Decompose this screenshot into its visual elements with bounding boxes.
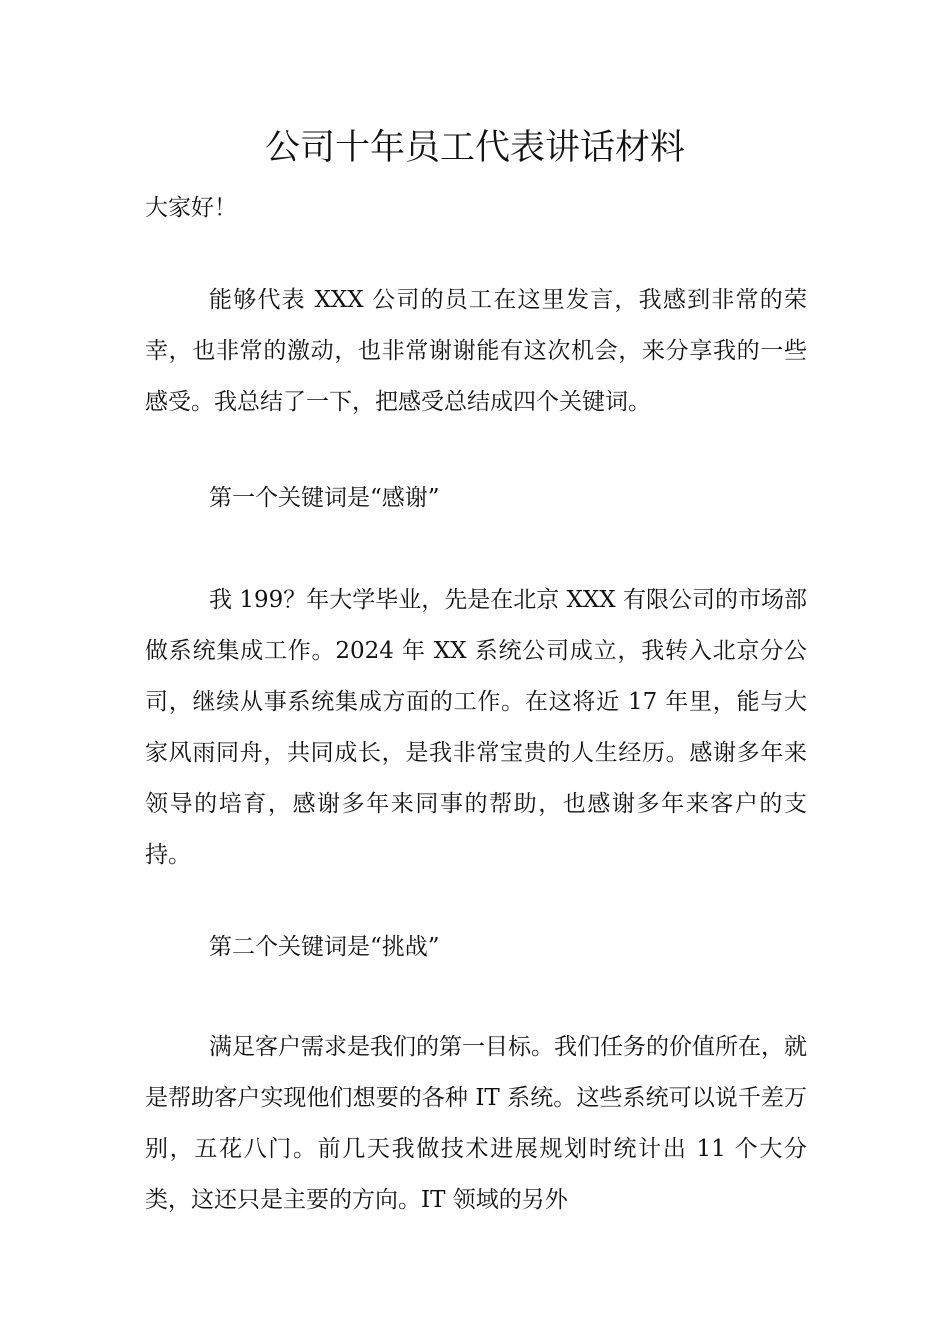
greeting: 大家好！ — [145, 195, 237, 221]
keyword-heading-2: 第二个关键词是“挑战” — [209, 934, 440, 960]
paragraph-thanks: 我 199？年大学毕业，先是在北京 XXX 有限公司的市场部做系统集成工作。2024 年 XX 系统公司成立，我转入北京分公司，继续从事系统集成方面的工作。在这将近 17 年里，能与大家风雨同舟，共同成长，是我非常宝贵的人生经历。感谢多年来领导的培育，感谢多年来同事的帮助，也感谢多年来客户的支持。 — [145, 587, 807, 868]
paragraph-intro: 能够代表 XXX 公司的员工在这里发言，我感到非常的荣幸，也非常的激动，也非常谢谢能有这次机会，来分享我的一些感受。我总结了一下，把感受总结成四个关键词。 — [145, 287, 807, 415]
document-title: 公司十年员工代表讲话材料 — [264, 128, 685, 168]
paragraph-challenge: 满足客户需求是我们的第一目标。我们任务的价值所在，就是帮助客户实现他们想要的各种 IT 系统。这些系统可以说千差万别，五花八门。前几天我做技术进展规划时统计出 11 个大分类，这还只是主要的方向。IT 领域的另外 — [145, 1034, 807, 1213]
keyword-heading-1: 第一个关键词是“感谢” — [209, 485, 440, 511]
